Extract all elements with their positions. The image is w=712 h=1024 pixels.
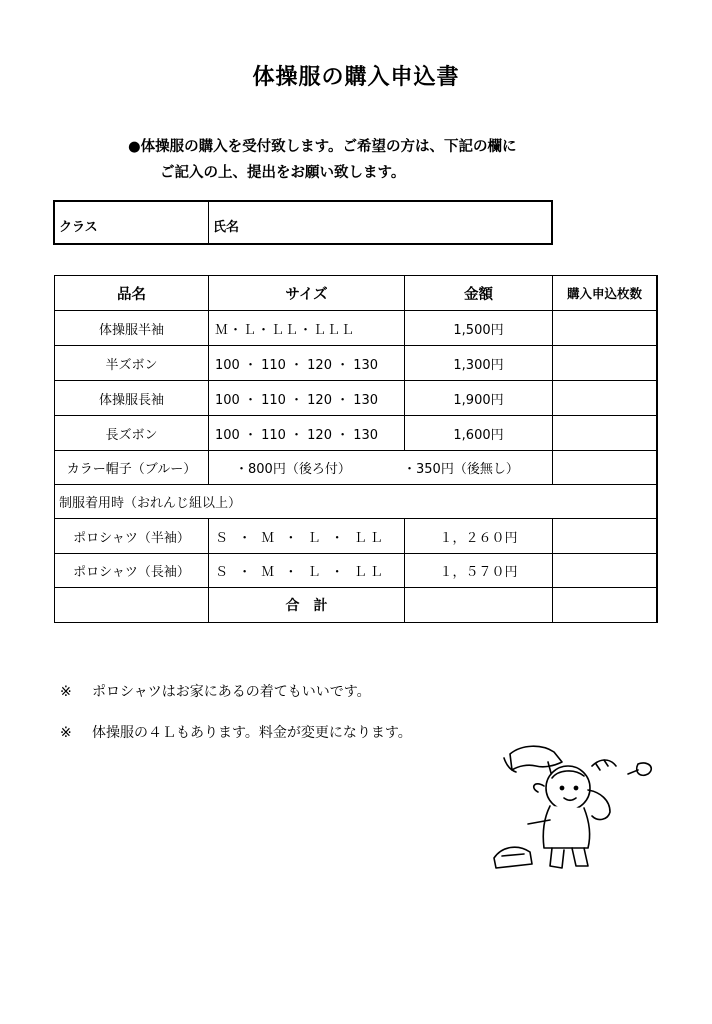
row-item: 体操服半袖: [55, 311, 209, 346]
row-item: 長ズボン: [55, 416, 209, 451]
note-text: ポロシャツはお家にあるの着てもいいです。: [92, 684, 371, 700]
header-item: 品名: [55, 276, 209, 311]
class-name-divider: [208, 202, 209, 243]
cap-item: カラー帽子（ブルー）: [55, 451, 209, 485]
row-qty-input[interactable]: [553, 311, 657, 346]
row-qty-input[interactable]: [553, 381, 657, 416]
row-item: 半ズボン: [55, 346, 209, 381]
intro-line-2: ご記入の上、提出をお願い致します。: [160, 165, 406, 181]
polo-price: １，５７０円: [405, 554, 553, 588]
note-polo: [60, 681, 371, 701]
row-size: 100 ・ 110 ・ 120 ・ 130: [209, 346, 405, 381]
order-table: [54, 275, 658, 623]
row-qty-input[interactable]: [553, 554, 657, 588]
total-label: 合 計: [209, 588, 405, 622]
cap-option-no-back: ・350円（後無し）: [403, 462, 519, 477]
name-label: 氏名: [213, 220, 240, 235]
header-price: 金額: [405, 276, 553, 311]
cap-options: [209, 451, 553, 485]
row-size: Ｍ・Ｌ・ＬＬ・ＬＬＬ: [209, 311, 405, 346]
polo-item: ポロシャツ（半袖）: [55, 519, 209, 554]
row-size: 100 ・ 110 ・ 120 ・ 130: [209, 416, 405, 451]
note-text: 体操服の４Ｌもあります。料金が変更になります。: [92, 725, 412, 741]
polo-size: Ｓ ・ Ｍ ・ Ｌ ・ ＬＬ: [209, 519, 405, 554]
row-qty-input[interactable]: [553, 519, 657, 554]
cap-option-with-back: ・800円（後ろ付）: [235, 462, 351, 477]
row-price: 1,300円: [405, 346, 553, 381]
row-qty-input[interactable]: [553, 451, 657, 485]
uniform-note: 制服着用時（おれんじ組以上）: [55, 485, 657, 519]
polo-size: Ｓ ・ Ｍ ・ Ｌ ・ ＬＬ: [209, 554, 405, 588]
header-qty: 購入申込枚数: [553, 276, 657, 311]
polo-price: １，２６０円: [405, 519, 553, 554]
note-mark: ※: [60, 684, 72, 700]
row-price: 1,900円: [405, 381, 553, 416]
intro-text: [128, 134, 517, 186]
total-amount[interactable]: [405, 588, 553, 622]
note-mark: ※: [60, 725, 72, 741]
class-name-box: [53, 200, 553, 245]
row-qty-input[interactable]: [553, 346, 657, 381]
row-item: 体操服長袖: [55, 381, 209, 416]
header-size: サイズ: [209, 276, 405, 311]
polo-item: ポロシャツ（長袖）: [55, 554, 209, 588]
row-price: 1,500円: [405, 311, 553, 346]
note-4l: [60, 722, 412, 742]
page-title: 体操服の購入申込書: [252, 65, 460, 90]
row-size: 100 ・ 110 ・ 120 ・ 130: [209, 381, 405, 416]
row-price: 1,600円: [405, 416, 553, 451]
total-blank: [55, 588, 209, 622]
total-qty[interactable]: [553, 588, 657, 622]
row-qty-input[interactable]: [553, 416, 657, 451]
intro-line-1: ●体操服の購入を受付致します。ご希望の方は、下記の欄に: [128, 139, 517, 155]
child-dressing-illustration: [488, 740, 668, 880]
class-label: クラス: [59, 220, 98, 235]
